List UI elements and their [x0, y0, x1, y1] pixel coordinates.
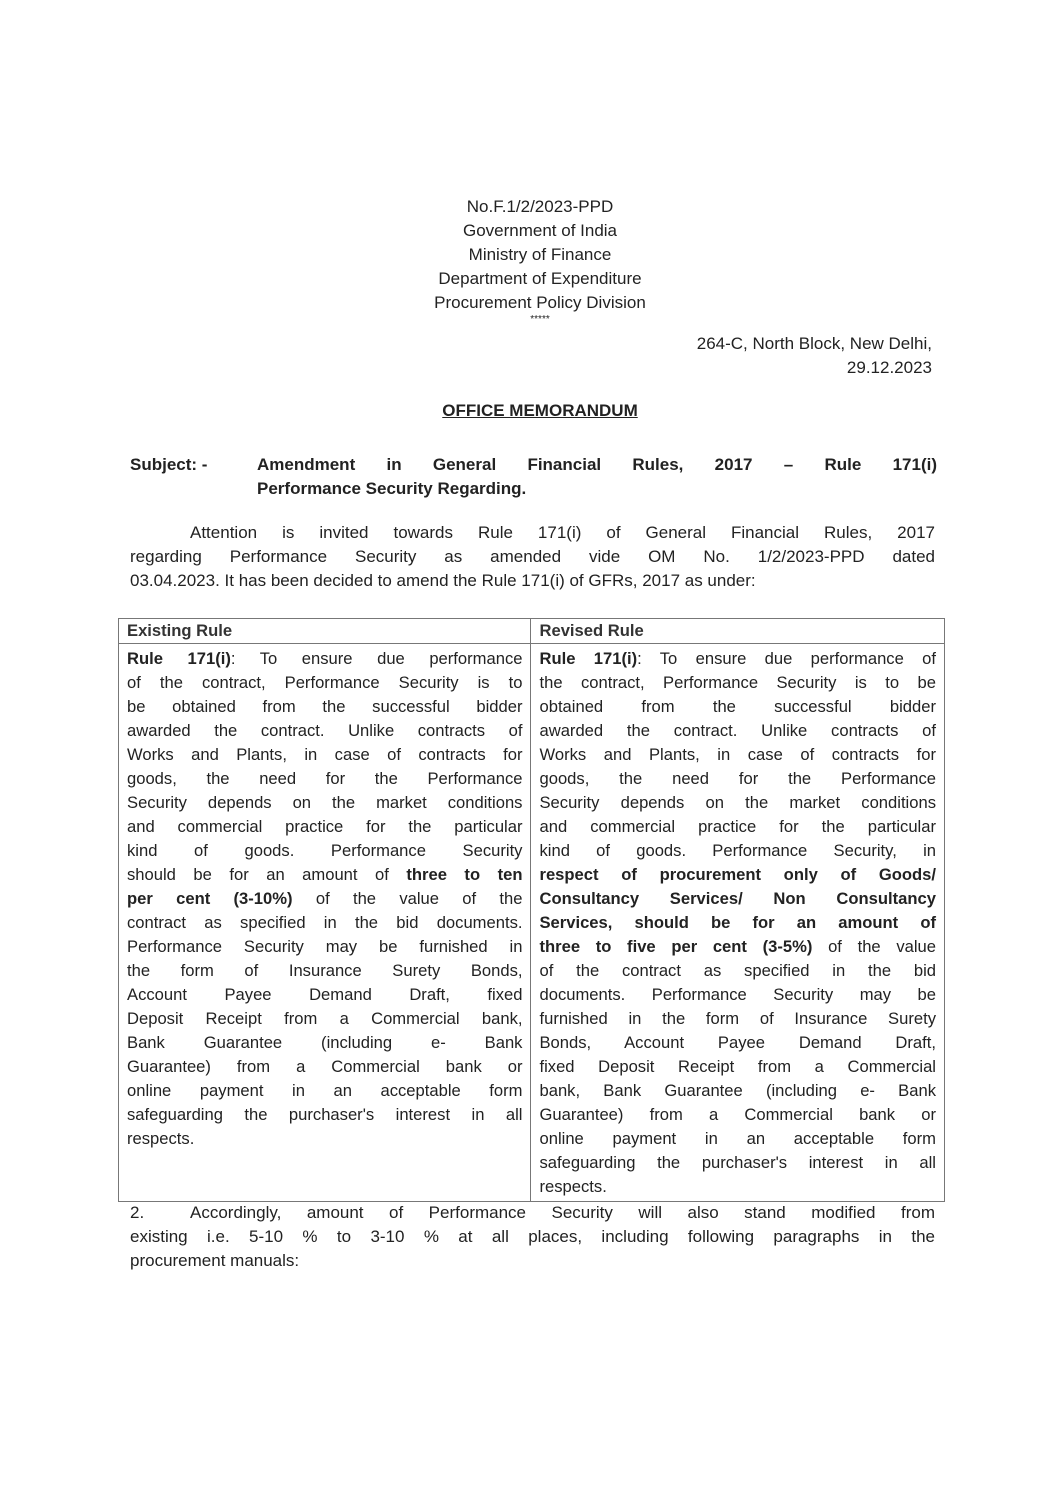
memo-date: 29.12.2023 — [846, 358, 932, 377]
rule-text-line — [127, 815, 522, 839]
rule-text-line — [127, 911, 522, 935]
rule-text-line — [127, 671, 522, 695]
text: of the value — [812, 937, 936, 956]
rule-text-line — [539, 839, 936, 863]
rule-text-line — [539, 959, 936, 983]
rule-comparison-table — [118, 618, 945, 1202]
text: of the contract, Performance Security is to — [127, 673, 523, 692]
para2 — [130, 1201, 935, 1273]
rule-text-line — [539, 647, 936, 671]
intro-paragraph — [130, 521, 935, 593]
rule-text-line — [539, 695, 936, 719]
rule-text-line — [127, 719, 522, 743]
rule-text-line — [127, 695, 522, 719]
intro-line: regarding Performance Security as amended vide OM No. 1/2/2023-PPD dated — [130, 547, 935, 566]
text: : To ensure due performance of — [637, 649, 936, 668]
office-address: 264-C, North Block, New Delhi, — [696, 334, 932, 353]
para2-number: 2. — [130, 1203, 145, 1222]
text: obtained from the successful bidder — [539, 697, 936, 716]
text: : To ensure due performance — [230, 649, 523, 668]
intro-line: 03.04.2023. It has been decided to amend the Rule 171(i) of GFRs, 2017 as under: — [130, 571, 756, 590]
text: Security depends on the market conditions — [539, 793, 936, 812]
rule-text-line — [539, 983, 936, 1007]
rule-text-line — [539, 935, 936, 959]
rule-text-line — [539, 719, 936, 743]
separator-stars: ***** — [530, 314, 550, 325]
rule-text-line — [539, 671, 936, 695]
department-name: Department of Expenditure — [438, 269, 642, 288]
rule-text-line — [127, 791, 522, 815]
rule-text-line — [127, 647, 522, 671]
text: should be for an amount of — [127, 865, 407, 884]
page-title: OFFICE MEMORANDUM — [442, 401, 638, 420]
rule-text-line — [539, 815, 936, 839]
text: the contract, Performance Security is to be — [539, 673, 936, 692]
rule-text-line — [127, 767, 522, 791]
text: safeguarding the purchaser's interest in all — [127, 1105, 523, 1124]
text: Account Payee Demand Draft, fixed — [127, 985, 523, 1004]
rule-text-line — [127, 1127, 522, 1151]
rule-text-line — [539, 1127, 936, 1151]
rule-text-line — [127, 1103, 522, 1127]
address-block — [697, 332, 932, 380]
text: awarded the contract. Unlike contracts of — [127, 721, 523, 740]
text: goods, the need for the Performance — [539, 769, 936, 788]
revised-rule-cell — [531, 644, 945, 1202]
rule-text-line — [127, 935, 522, 959]
rule-text-line — [127, 983, 522, 1007]
text: kind of goods. Performance Security, in — [539, 841, 936, 860]
rule-text-line — [539, 1007, 936, 1031]
text: respects. — [539, 1177, 607, 1196]
subject-line: Performance Security Regarding. — [257, 479, 527, 498]
text: of the contract as specified in the bid — [539, 961, 936, 980]
bold-text: Services, should be for an amount of — [539, 913, 936, 932]
rule-text-line — [539, 1055, 936, 1079]
bold-text: Rule 171(i) — [539, 649, 638, 668]
table-header-row — [119, 619, 945, 644]
column-header-existing: Existing Rule — [119, 619, 531, 644]
text: goods, the need for the Performance — [127, 769, 523, 788]
bold-text: Consultancy Services/ Non Consultancy — [539, 889, 936, 908]
para2-line: existing i.e. 5-10 % to 3-10 % at all places, including following paragraphs in the — [130, 1227, 935, 1246]
rule-text-line — [539, 863, 936, 887]
text: Bonds, Account Payee Demand Draft, — [539, 1033, 936, 1052]
text: the form of Insurance Surety Bonds, — [127, 961, 523, 980]
text: be obtained from the successful bidder — [127, 697, 523, 716]
file-number: No.F.1/2/2023-PPD — [466, 197, 614, 216]
rule-text-line — [127, 1031, 522, 1055]
rule-text-line — [539, 767, 936, 791]
rule-text-line — [127, 1007, 522, 1031]
column-header-revised: Revised Rule — [531, 619, 945, 644]
text: Deposit Receipt from a Commercial bank, — [127, 1009, 523, 1028]
text: Guarantee) from a Commercial bank or — [539, 1105, 936, 1124]
text: respects. — [127, 1129, 195, 1148]
text: of the value of the — [292, 889, 523, 908]
text: documents. Performance Security may be — [539, 985, 936, 1004]
text: kind of goods. Performance Security — [127, 841, 523, 860]
bold-text: Rule 171(i) — [127, 649, 231, 668]
rule-text-line — [539, 1175, 936, 1199]
text: Performance Security may be furnished in — [127, 937, 523, 956]
rule-text-line — [539, 1031, 936, 1055]
ministry-name: Ministry of Finance — [468, 245, 612, 264]
rule-text-line — [127, 959, 522, 983]
text: furnished in the form of Insurance Surety — [539, 1009, 936, 1028]
text: Works and Plants, in case of contracts for — [539, 745, 936, 764]
rule-text-line — [127, 743, 522, 767]
rule-text-line — [127, 887, 522, 911]
text: online payment in an acceptable form — [539, 1129, 936, 1148]
rule-text-line — [127, 1079, 522, 1103]
subject-label: Subject: - — [130, 455, 208, 474]
text: online payment in an acceptable form — [127, 1081, 523, 1100]
text: and commercial practice for the particular — [539, 817, 936, 836]
rule-text-line — [127, 839, 522, 863]
para2-line: Accordingly, amount of Performance Security will also stand modified from — [190, 1203, 935, 1222]
bold-text: per cent (3-10%) — [127, 889, 293, 908]
rule-text-line — [127, 1055, 522, 1079]
subject-text — [257, 453, 937, 501]
rule-text-line — [539, 1079, 936, 1103]
rule-text-line — [539, 911, 936, 935]
text: awarded the contract. Unlike contracts of — [539, 721, 936, 740]
rule-text-line — [539, 1151, 936, 1175]
text: safeguarding the purchaser's interest in all — [539, 1153, 936, 1172]
bold-text: respect of procurement only of Goods/ — [539, 865, 936, 884]
rule-text-line — [127, 863, 522, 887]
text: contract as specified in the bid documents. — [127, 913, 523, 932]
text: Security depends on the market conditions — [127, 793, 523, 812]
government-name: Government of India — [462, 221, 618, 240]
bold-text: three to five per cent (3-5%) — [539, 937, 813, 956]
division-name: Procurement Policy Division — [434, 293, 646, 312]
rule-text-line — [539, 743, 936, 767]
rule-text-line — [539, 887, 936, 911]
rule-text-line — [539, 791, 936, 815]
text: Works and Plants, in case of contracts for — [127, 745, 523, 764]
bold-text: three to ten — [406, 865, 523, 884]
table-row — [119, 644, 945, 1202]
subject-line: Amendment in General Financial Rules, 2017 – Rule 171(i) — [257, 455, 937, 474]
text: bank, Bank Guarantee (including e- Bank — [539, 1081, 936, 1100]
letterhead — [0, 195, 1058, 325]
text: Guarantee) from a Commercial bank or — [127, 1057, 523, 1076]
rule-text-line — [539, 1103, 936, 1127]
existing-rule-cell — [119, 644, 531, 1202]
text: and commercial practice for the particular — [127, 817, 523, 836]
intro-line: Attention is invited towards Rule 171(i) of General Financial Rules, 2017 — [190, 523, 935, 542]
text: fixed Deposit Receipt from a Commercial — [539, 1057, 936, 1076]
para2-line: procurement manuals: — [130, 1251, 300, 1270]
text: Bank Guarantee (including e- Bank — [127, 1033, 523, 1052]
